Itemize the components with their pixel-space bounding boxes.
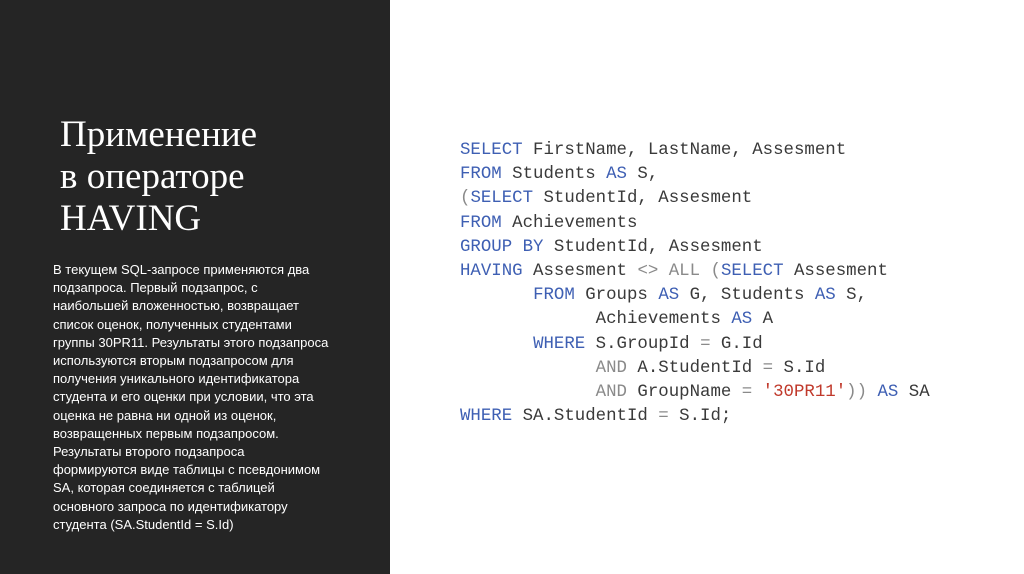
sql-identifier: Assesment xyxy=(522,261,638,281)
sql-operator: ( xyxy=(460,189,471,209)
right-panel xyxy=(390,0,1024,574)
description-line: получения уникального идентификатора xyxy=(53,371,300,387)
sql-keyword: WHERE xyxy=(460,407,513,427)
sql-identifier: Assesment xyxy=(783,261,888,281)
sql-identifier: S.Id xyxy=(773,358,826,378)
code-line xyxy=(460,212,930,236)
code-line xyxy=(460,139,930,163)
code-line xyxy=(460,357,930,381)
slide-title-line: Применение xyxy=(60,114,258,155)
description-line: группы 30PR11. Результаты этого подзапроса xyxy=(53,334,329,350)
description-line: SA, которая соединяется с таблицей xyxy=(53,480,275,496)
sql-identifier: StudentId, Assesment xyxy=(533,189,753,209)
sql-identifier: Achievements xyxy=(460,310,732,330)
slide-title-line: в операторе xyxy=(60,156,245,197)
code-line xyxy=(460,308,930,332)
sql-identifier: Achievements xyxy=(501,213,638,233)
sql-operator: AND xyxy=(595,382,627,402)
code-line xyxy=(460,333,930,357)
description-line: формируются виде таблицы с псевдонимом xyxy=(53,462,321,478)
sql-keyword: AS xyxy=(731,310,753,330)
code-line xyxy=(460,236,930,260)
sql-identifier: S.Id; xyxy=(668,407,732,427)
sql-identifier: SA xyxy=(898,382,930,402)
description-line: студента (SA.StudentId = S.Id) xyxy=(53,516,234,532)
slide-title-line: HAVING xyxy=(60,198,202,239)
sql-keyword: AS xyxy=(606,165,627,185)
sql-identifier: S, xyxy=(835,286,868,306)
code-line xyxy=(460,260,930,284)
sql-keyword: AS xyxy=(814,286,836,306)
sql-operator: = xyxy=(700,334,711,354)
description-line: наибольшей вложенностью, возвращает xyxy=(53,298,299,314)
code-line xyxy=(460,381,930,405)
sql-identifier xyxy=(460,335,533,354)
description-line: подзапроса. Первый подзапрос, с xyxy=(53,280,258,296)
slide-title xyxy=(60,114,360,240)
sql-identifier: S.GroupId xyxy=(585,334,701,354)
sql-identifier xyxy=(867,383,877,402)
sql-identifier: G, Students xyxy=(679,286,815,306)
code-line xyxy=(460,187,930,211)
sql-identifier: G.Id xyxy=(710,334,763,354)
sql-operator: = xyxy=(762,358,774,378)
code-line xyxy=(460,163,930,187)
sql-keyword: FROM xyxy=(460,213,502,233)
description-line: студента и его оценки при условии, что эта xyxy=(53,389,314,405)
sql-operator: )) xyxy=(846,382,868,402)
sql-identifier: GroupName xyxy=(626,382,742,402)
sql-keyword: SELECT xyxy=(460,141,523,160)
sql-keyword: SELECT xyxy=(720,261,784,281)
sql-keyword: SELECT xyxy=(470,189,534,209)
code-line xyxy=(460,405,930,429)
description-line: В текущем SQL-запросе применяются два xyxy=(53,262,310,277)
description-line: используются вторым подзапросом для xyxy=(53,353,294,369)
description-line: Результаты второго подзапроса xyxy=(53,444,245,460)
sql-identifier: StudentId, Assesment xyxy=(543,237,763,257)
description-line: список оценок, полученных студентами xyxy=(53,316,292,332)
sql-string: '30PR11' xyxy=(762,382,847,402)
description-line: основного запроса по идентификатору xyxy=(53,498,288,514)
code-line xyxy=(460,284,930,308)
sql-identifier: SA.StudentId xyxy=(512,407,659,427)
sql-keyword: AS xyxy=(658,286,680,306)
description-line: возвращенных первым подзапросом. xyxy=(53,425,279,441)
sql-identifier: A xyxy=(752,310,774,330)
sql-identifier xyxy=(460,359,596,378)
sql-keyword: WHERE xyxy=(533,334,586,354)
sql-identifier xyxy=(460,383,596,402)
sql-operator: = xyxy=(741,382,753,402)
sql-identifier xyxy=(752,383,762,402)
description-text xyxy=(53,261,353,534)
sql-identifier: Groups xyxy=(574,286,659,306)
sql-keyword: GROUP BY xyxy=(460,237,544,257)
sql-operator: AND xyxy=(595,358,627,378)
sql-keyword: FROM xyxy=(460,165,502,185)
sql-operator: = xyxy=(658,407,669,427)
description-line: оценка не равна ни одной из оценок, xyxy=(53,407,277,423)
sql-keyword: AS xyxy=(877,382,899,402)
sql-identifier: S, xyxy=(627,165,659,185)
left-panel xyxy=(0,0,390,574)
sql-keyword: FROM xyxy=(533,286,575,306)
sql-code-block xyxy=(460,139,930,429)
sql-identifier xyxy=(460,286,533,305)
sql-identifier: Students xyxy=(501,165,607,185)
sql-keyword: HAVING xyxy=(460,261,523,281)
sql-operator: <> ALL ( xyxy=(637,261,721,281)
sql-identifier: FirstName, LastName, Assesment xyxy=(522,141,847,160)
sql-identifier: A.StudentId xyxy=(626,358,763,378)
